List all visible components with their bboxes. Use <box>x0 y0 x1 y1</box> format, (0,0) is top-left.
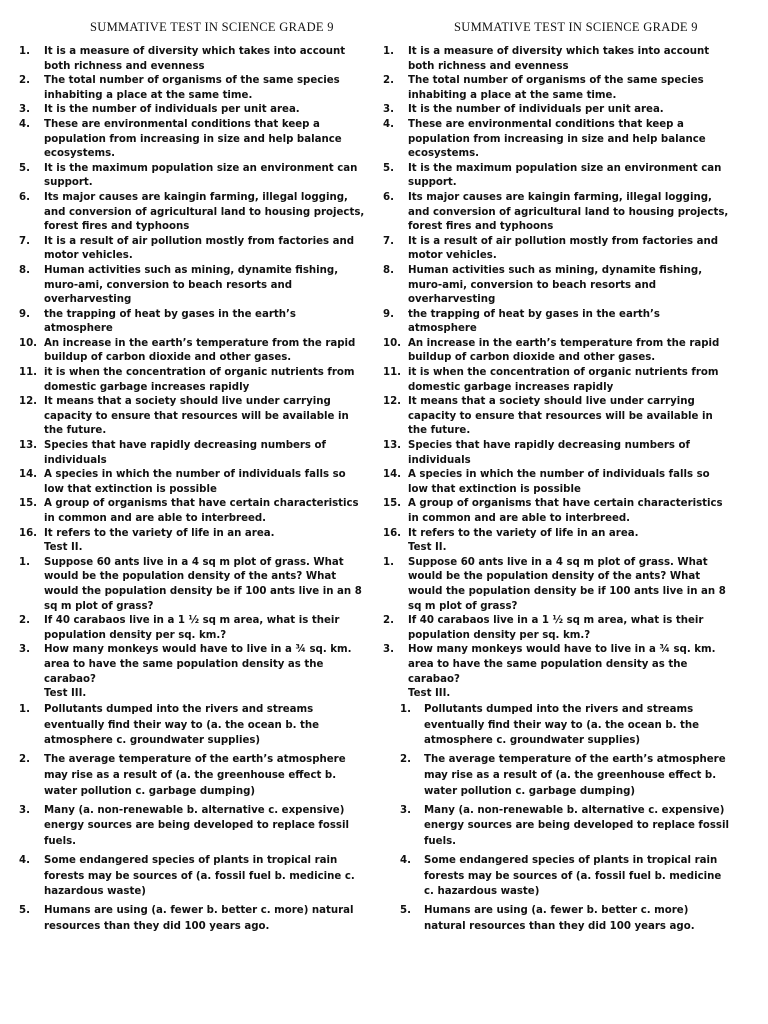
question-number: 4. <box>19 854 30 866</box>
question-item <box>380 264 732 308</box>
question-item <box>380 395 732 439</box>
question-text: Some endangered species of plants in tropical rain forests may be sources of (a. fossil fuel b. medicine c. hazardous waste) <box>424 854 722 898</box>
question-text: The average temperature of the earth’s atmosphere may rise as a result of (a. the greenhouse effect b. water pollution c. garbage dumping) <box>424 754 726 797</box>
question-item <box>380 118 732 162</box>
question-number: 2. <box>19 75 30 87</box>
question-item <box>380 614 732 643</box>
question-item <box>380 468 732 497</box>
question-text: Some endangered species of plants in tropical rain forests may be sources of (a. fossil fuel b. medicine c. hazardous waste) <box>44 854 355 898</box>
question-number: 4. <box>19 118 30 130</box>
question-item <box>16 162 368 191</box>
test-3-list <box>380 702 732 935</box>
question-item <box>380 556 732 614</box>
question-item <box>380 803 732 850</box>
question-text: Human activities such as mining, dynamite fishing, muro-ami, conversion to beach resorts and overharvesting <box>44 264 339 306</box>
question-text: These are environmental conditions that keep a population from increasing in size and help balance ecosystems. <box>44 118 342 160</box>
question-text: the trapping of heat by gases in the earth’s atmosphere <box>408 308 660 335</box>
question-number: 2. <box>383 615 394 627</box>
test-3-list <box>16 702 368 935</box>
question-number: 10. <box>19 337 38 349</box>
question-number: 14. <box>19 469 38 481</box>
question-text: Many (a. non-renewable b. alternative c. expensive) energy sources are being developed to replace fossil fuels. <box>424 804 729 848</box>
test-1-list <box>380 45 732 541</box>
question-text: Pollutants dumped into the rivers and streams eventually find their way to (a. the ocean b. the atmosphere c. groundwater supplies) <box>424 703 700 747</box>
question-item <box>16 803 368 850</box>
question-number: 3. <box>19 804 30 816</box>
question-text: Its major causes are kaingin farming, illegal logging, and conversion of agricultural land to housing projects, forest fires and typhoons <box>44 191 365 233</box>
question-item <box>380 103 732 118</box>
question-text: it is when the concentration of organic nutrients from domestic garbage increases rapidly <box>408 367 719 393</box>
question-number: 2. <box>383 75 394 87</box>
question-number: 8. <box>19 264 30 276</box>
question-text: A species in which the number of individuals falls so low that extinction is possible <box>44 469 346 495</box>
question-number: 5. <box>19 162 30 174</box>
question-text: Species that have rapidly decreasing numbers of individuals <box>408 440 690 466</box>
question-number: 1. <box>383 556 394 568</box>
question-item <box>16 118 368 162</box>
question-text: It is a result of air pollution mostly from factories and motor vehicles. <box>44 235 355 262</box>
question-number: 9. <box>383 308 394 320</box>
question-number: 12. <box>19 396 38 408</box>
question-text: An increase in the earth’s temperature from the rapid buildup of carbon dioxide and other gases. <box>408 337 720 364</box>
question-number: 3. <box>383 644 394 656</box>
question-number: 7. <box>383 235 394 247</box>
question-item <box>380 439 732 468</box>
question-number: 4. <box>383 118 394 130</box>
question-item <box>380 702 732 749</box>
question-item <box>380 497 732 526</box>
question-number: 6. <box>383 191 394 203</box>
question-item <box>380 308 732 337</box>
question-item <box>16 395 368 439</box>
question-item <box>380 752 732 799</box>
question-item <box>380 643 732 687</box>
question-text: A species in which the number of individuals falls so low that extinction is possible <box>408 469 710 495</box>
question-text: How many monkeys would have to live in a ¾ sq. km. area to have the same population density as the carabao? <box>408 644 716 685</box>
question-item <box>380 162 732 191</box>
right-column <box>380 20 732 938</box>
question-number: 13. <box>19 440 38 452</box>
question-number: 1. <box>19 46 30 57</box>
question-text: the trapping of heat by gases in the earth’s atmosphere <box>44 308 296 335</box>
question-item <box>16 752 368 799</box>
question-number: 16. <box>19 527 38 539</box>
question-number: 3. <box>19 104 30 116</box>
question-text: Humans are using (a. fewer b. better c. more) natural resources than they did 100 years ago. <box>44 905 354 933</box>
question-text: It refers to the variety of life in an area. <box>44 527 275 539</box>
question-item <box>16 497 368 526</box>
question-text: How many monkeys would have to live in a ¾ sq. km. area to have the same population density as the carabao? <box>44 644 352 685</box>
question-text: Human activities such as mining, dynamite fishing, muro-ami, conversion to beach resorts and overharvesting <box>408 264 703 306</box>
question-item <box>380 853 732 900</box>
question-item <box>380 45 732 74</box>
question-number: 16. <box>383 527 402 539</box>
question-text: An increase in the earth’s temperature from the rapid buildup of carbon dioxide and other gases. <box>44 337 356 364</box>
question-number: 9. <box>19 308 30 320</box>
question-number: 6. <box>19 191 30 203</box>
question-item <box>380 903 732 935</box>
question-text: It is a measure of diversity which takes into account both richness and evenness <box>44 46 346 72</box>
question-item <box>16 308 368 337</box>
question-number: 7. <box>19 235 30 247</box>
question-text: It is a result of air pollution mostly from factories and motor vehicles. <box>408 235 719 262</box>
test-3-heading: Test III. <box>44 688 87 700</box>
question-text: It is the number of individuals per unit area. <box>408 104 664 116</box>
question-item <box>16 903 368 935</box>
test-2-heading: Test II. <box>408 542 447 554</box>
question-number: 1. <box>19 556 30 568</box>
question-number: 12. <box>383 396 402 408</box>
question-text: These are environmental conditions that keep a population from increasing in size and help balance ecosystems. <box>408 118 706 160</box>
question-number: 2. <box>400 754 411 766</box>
question-number: 8. <box>383 264 394 276</box>
question-item <box>16 643 368 687</box>
question-item <box>380 74 732 103</box>
question-number: 4. <box>400 854 411 866</box>
page-title: SUMMATIVE TEST IN SCIENCE GRADE 9 <box>454 20 698 34</box>
question-number: 14. <box>383 469 402 481</box>
page-title: SUMMATIVE TEST IN SCIENCE GRADE 9 <box>90 20 334 34</box>
question-item <box>16 468 368 497</box>
question-item <box>16 103 368 118</box>
question-number: 15. <box>19 498 38 510</box>
test-2-list <box>380 556 732 687</box>
question-number: 1. <box>400 703 411 715</box>
question-text: It is a measure of diversity which takes into account both richness and evenness <box>408 46 710 72</box>
question-item <box>380 235 732 264</box>
left-column <box>16 20 368 938</box>
question-item <box>380 527 732 542</box>
question-item <box>16 45 368 74</box>
question-text: Humans are using (a. fewer b. better c. more) natural resources than they did 100 years ago. <box>424 905 695 933</box>
question-item <box>16 191 368 235</box>
test-2-list <box>16 556 368 687</box>
question-text: Many (a. non-renewable b. alternative c. expensive) energy sources are being developed to replace fossil fuels. <box>44 804 349 848</box>
question-text: It refers to the variety of life in an area. <box>408 527 639 539</box>
question-item <box>16 527 368 542</box>
question-text: It means that a society should live under carrying capacity to ensure that resources will be available in the future. <box>44 396 349 437</box>
question-item <box>16 439 368 468</box>
question-text: If 40 carabaos live in a 1 ½ sq m area, what is their population density per sq. km.? <box>408 615 704 641</box>
question-item <box>380 366 732 395</box>
question-number: 5. <box>383 162 394 174</box>
question-number: 3. <box>400 804 411 816</box>
question-text: It is the number of individuals per unit area. <box>44 104 300 116</box>
question-text: It is the maximum population size an environment can support. <box>44 162 358 189</box>
question-text: The total number of organisms of the same species inhabiting a place at the same time. <box>408 75 704 101</box>
question-text: it is when the concentration of organic nutrients from domestic garbage increases rapidly <box>44 367 355 393</box>
question-text: Species that have rapidly decreasing numbers of individuals <box>44 440 326 466</box>
question-number: 13. <box>383 440 402 452</box>
test-1-list <box>16 45 368 541</box>
question-text: Pollutants dumped into the rivers and streams eventually find their way to (a. the ocean b. the atmosphere c. groundwater supplies) <box>44 703 320 747</box>
question-item <box>16 74 368 103</box>
question-number: 15. <box>383 498 402 510</box>
question-number: 3. <box>19 644 30 656</box>
question-item <box>16 853 368 900</box>
question-item <box>16 366 368 395</box>
question-number: 1. <box>19 703 30 715</box>
question-number: 11. <box>19 367 38 379</box>
question-text: Suppose 60 ants live in a 4 sq m plot of grass. What would be the population density of the ants? What would the population density be if 100 ants live in an 8 sq m plot of grass? <box>44 556 362 612</box>
question-text: A group of organisms that have certain characteristics in common and are able to interbreed. <box>44 498 359 524</box>
question-number: 10. <box>383 337 402 349</box>
question-number: 3. <box>383 104 394 116</box>
question-number: 11. <box>383 367 402 379</box>
question-number: 5. <box>400 905 411 917</box>
question-item <box>16 556 368 614</box>
question-item <box>380 337 732 366</box>
test-2-heading: Test II. <box>44 542 83 554</box>
question-text: The total number of organisms of the same species inhabiting a place at the same time. <box>44 75 340 101</box>
question-number: 5. <box>19 905 30 917</box>
question-number: 2. <box>19 754 30 766</box>
question-item <box>16 337 368 366</box>
question-text: A group of organisms that have certain characteristics in common and are able to interbreed. <box>408 498 723 524</box>
question-number: 1. <box>383 46 394 57</box>
question-item <box>16 702 368 749</box>
question-text: Suppose 60 ants live in a 4 sq m plot of grass. What would be the population density of the ants? What would the population density be if 100 ants live in an 8 sq m plot of grass? <box>408 556 726 612</box>
question-text: Its major causes are kaingin farming, illegal logging, and conversion of agricultural land to housing projects, forest fires and typhoons <box>408 191 729 233</box>
question-text: It is the maximum population size an environment can support. <box>408 162 722 189</box>
question-item <box>16 264 368 308</box>
question-item <box>16 614 368 643</box>
test-3-heading: Test III. <box>408 688 451 700</box>
question-text: It means that a society should live under carrying capacity to ensure that resources will be available in the future. <box>408 396 713 437</box>
question-number: 2. <box>19 615 30 627</box>
question-item <box>16 235 368 264</box>
question-text: If 40 carabaos live in a 1 ½ sq m area, what is their population density per sq. km.? <box>44 615 340 641</box>
question-text: The average temperature of the earth’s atmosphere may rise as a result of (a. the greenhouse effect b. water pollution c. garbage dumping) <box>44 754 346 797</box>
question-item <box>380 191 732 235</box>
